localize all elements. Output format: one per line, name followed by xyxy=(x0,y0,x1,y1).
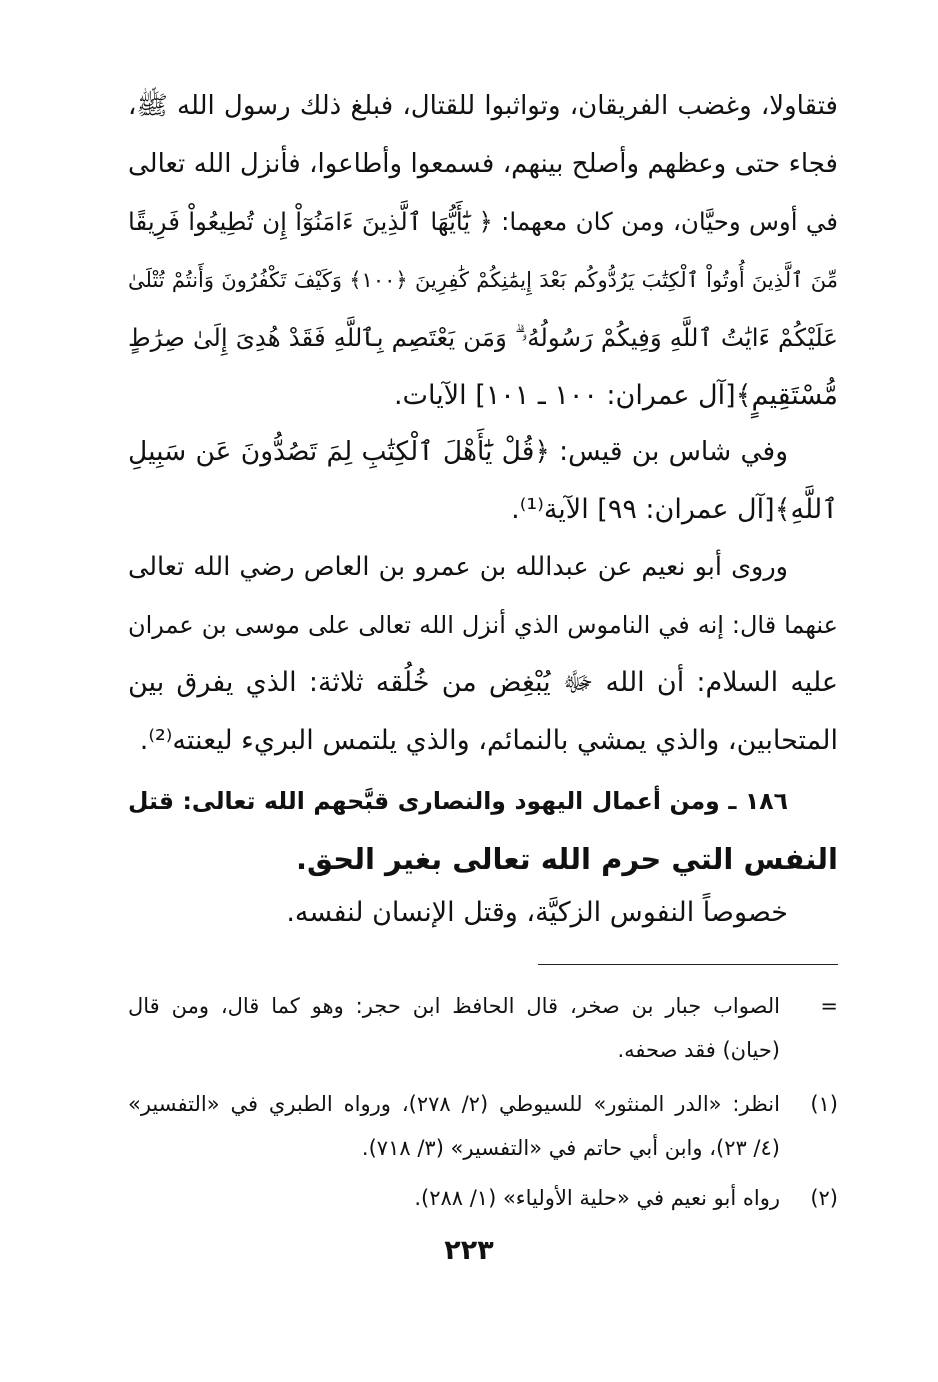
footnote-marker: (١) xyxy=(810,1092,838,1116)
footnote-continuation xyxy=(128,984,838,1072)
paragraph-4 xyxy=(128,884,838,942)
footnote-line: (حيان) فقد صحفه. xyxy=(617,1038,780,1062)
text-line: وفي شاس بن قيس: ﴿قُلْ يَٰٓأَهْلَ ٱلْكِتَٰبِ لِمَ تَصُدُّونَ عَن سَبِيلِ xyxy=(128,436,788,467)
text-line: مِّنَ ٱلَّذِينَ أُوتُواْ ٱلْكِتَٰبَ يَرُدُّوكُم بَعْدَ إِيمَٰنِكُمْ كَٰفِرِينَ ﴿١٠٠﴾ وَكَيْفَ تَكْفُرُونَ وَأَنتُمْ تُتْلَىٰ xyxy=(128,268,838,292)
text-line: مُّسْتَقِيمٍ﴾[آل عمران: ١٠٠ ـ ١٠١] الآيات. xyxy=(393,380,838,411)
page-number: ٢٢٣ xyxy=(444,1235,494,1266)
text-line: عليه السلام: أن الله ﷻ يُبْغِض من خُلُقه ثلاثة: الذي يفرق بين xyxy=(128,667,838,698)
footnote-line: (٤/ ٢٣)، وابن أبي حاتم في «التفسير» (٣/ ٧١٨). xyxy=(361,1136,780,1160)
footnotes xyxy=(128,984,838,1220)
footnote-marker: (٢) xyxy=(810,1186,838,1210)
text-line: وروى أبو نعيم عن عبدالله بن عمرو بن العاص رضي الله تعالى xyxy=(128,552,788,582)
paragraph-1 xyxy=(128,77,838,425)
text-line: عَلَيْكُمْ ءَايَٰتُ ٱللَّهِ وَفِيكُمْ رَسُولُهُۥ ۗ وَمَن يَعْتَصِم بِٱللَّهِ فَقَدْ هُدِىَ إِلَىٰ صِرَٰطٍ xyxy=(128,323,838,352)
footnote-line: انظر: «الدر المنثور» للسيوطي (٢/ ٢٧٨)، ورواه الطبري في «التفسير» xyxy=(128,1092,780,1116)
text-line: في أوس وحيَّان، ومن كان معهما: ﴿ يَٰٓأَيُّهَا ٱلَّذِينَ ءَامَنُوٓاْ إِن تُطِيعُواْ فَرِيقًا xyxy=(128,207,838,236)
text-line: خصوصاً النفوس الزكيَّة، وقتل الإنسان لنفسه. xyxy=(286,897,788,928)
text-line: فجاء حتى وعظهم وأصلح بينهم، فسمعوا وأطاعوا، فأنزل الله تعالى xyxy=(128,149,838,179)
footnote-marker: = xyxy=(820,994,838,1018)
paragraph-2 xyxy=(128,423,838,539)
section-heading xyxy=(128,772,838,888)
text-line: عنهما قال: إنه في الناموس الذي أنزل الله تعالى على موسى بن عمران xyxy=(128,611,838,639)
footnote-2 xyxy=(128,1176,838,1220)
text-line: المتحابين، والذي يمشي بالنمائم، والذي يلتمس البريء ليعنته⁽²⁾. xyxy=(139,725,838,756)
footnote-1 xyxy=(128,1082,838,1170)
text-line: فتقاولا، وغضب الفريقان، وتواثبوا للقتال، فبلغ ذلك رسول الله ﷺ، xyxy=(128,91,838,121)
footnote-line: الصواب جبار بن صخر، قال الحافظ ابن حجر: وهو كما قال، ومن قال xyxy=(128,994,780,1018)
paragraph-3 xyxy=(128,538,838,770)
text-line: ٱللَّهِ﴾[آل عمران: ٩٩] الآية⁽¹⁾. xyxy=(511,494,838,525)
footnote-divider xyxy=(538,964,838,965)
heading-line: ١٨٦ ـ ومن أعمال اليهود والنصارى قبَّحهم الله تعالى: قتل xyxy=(128,787,788,815)
heading-line: النفس التي حرم الله تعالى بغير الحق. xyxy=(296,842,838,876)
footnote-line: رواه أبو نعيم في «حلية الأولياء» (١/ ٢٨٨). xyxy=(414,1186,780,1210)
